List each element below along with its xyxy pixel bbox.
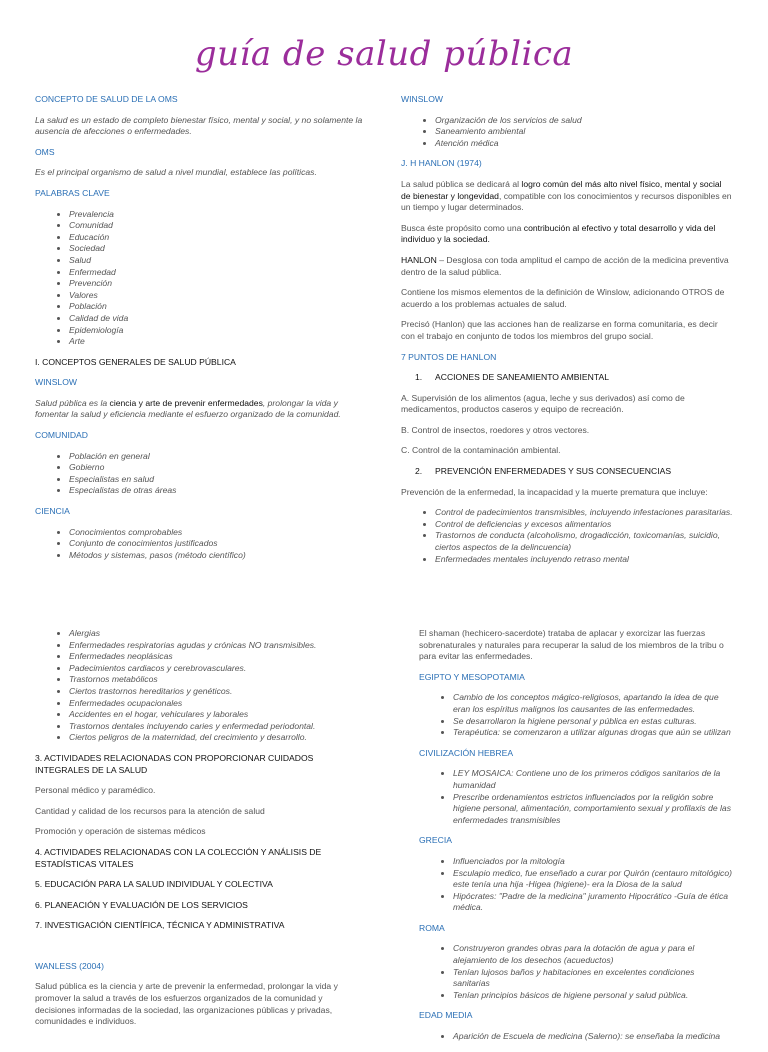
enfermedades-list	[35, 628, 365, 744]
column-left-bottom	[35, 628, 365, 1037]
contiene-text: Contiene los mismos elementos de la definición de Winslow, adicionando OTROS de acuerdo a los problemas actuales de salud.	[401, 287, 725, 309]
list-item: • Trastornos metabólicos	[69, 674, 365, 686]
list-item: • Trastornos dentales incluyendo caries y enfermedad periodontal.	[69, 721, 365, 733]
list-item: • Prescribe ordenamientos estrictos influenciados por la religión sobre higiene personal, alimentación, comportamiento sexual y profilaxis de las enfermedades transmisibles	[453, 792, 733, 827]
list-item: • Alergias	[69, 628, 365, 640]
heading-wanless: WANLESS (2004)	[35, 960, 104, 971]
list-item: • Accidentes en el hogar, vehiculares y laborales	[69, 709, 365, 721]
punto-2	[401, 466, 733, 478]
egipto-list	[419, 692, 733, 738]
heading-ciencia: CIENCIA	[35, 506, 70, 517]
heading-7-puntos: 7 PUNTOS DE HANLON	[401, 351, 497, 362]
column-left-top	[35, 94, 365, 570]
punto-6	[35, 900, 365, 912]
list-item: • Población en general	[69, 451, 365, 463]
list-item: • Trastornos de conducta (alcoholismo, drogadicción, toxicomanías, suicidio, ciertos aspectos de la delincuencia)	[435, 530, 733, 553]
winslow-list	[401, 115, 733, 150]
punto-number: 5.	[35, 879, 43, 890]
list-item: • Padecimientos cardiacos y cerebrovasculares.	[69, 663, 365, 675]
comunidad-list	[35, 451, 365, 497]
punto-7	[35, 920, 365, 932]
punto-item	[401, 372, 733, 384]
punto-number: 6.	[35, 899, 43, 910]
hanlon2-label: HANLON	[401, 254, 437, 265]
list-item: • Construyeron grandes obras para la dotación de agua y para el alejamiento de los desechos (acueductos)	[453, 943, 733, 966]
list-item: • Valores	[69, 290, 365, 302]
heading-edad-media: EDAD MEDIA	[419, 1010, 473, 1021]
list-item: • Métodos y sistemas, pasos (método científico)	[69, 550, 365, 562]
punto-b: B. Control de insectos, roedores y otros vectores.	[401, 424, 590, 435]
heading-oms: OMS	[35, 146, 55, 157]
prevencion-text: Prevención de la enfermedad, la incapacidad y la muerte prematura que incluye:	[401, 486, 708, 497]
punto-a: A. Supervisión de los alimentos (agua, leche y sus derivados) así como de medicamentos, productos caseros y equipo de recreación.	[401, 392, 685, 415]
punto-c: C. Control de la contaminación ambiental.	[401, 445, 561, 456]
list-item: • Prevención	[69, 278, 365, 290]
roma-list	[419, 943, 733, 1001]
hanlon-text-a: La salud pública se dedicará al	[401, 178, 522, 189]
list-item: • Conjunto de conocimientos justificados	[69, 538, 365, 550]
list-item: • Educación	[69, 232, 365, 244]
list-item: • Terapéutica: se comenzaron a utilizar algunas drogas que aún se utilizan	[453, 727, 733, 739]
winslow-text-bold: ciencia y arte de prevenir enfermedades	[109, 397, 263, 408]
list-item: • Gobierno	[69, 462, 365, 474]
list-item: • Enfermedades mentales incluyendo retraso mental	[435, 554, 733, 566]
ciencia-list	[35, 527, 365, 562]
list-item: • Salud	[69, 255, 365, 267]
punto-3	[35, 753, 365, 776]
grecia-list	[419, 856, 733, 914]
list-item: • Organización de los servicios de salud	[435, 115, 733, 127]
personal-text: Personal médico y paramédico.	[35, 785, 156, 796]
wanless-text: Salud pública es la ciencia y arte de prevenir la enfermedad, prolongar la vida y promover la salud a través de los esfuerzos organizados de la comunidad y decisiones informadas de la sociedad, las organizaciones públicas y privadas, comunidades e individuos.	[35, 981, 338, 1027]
punto-title: EDUCACIÓN PARA LA SALUD INDIVIDUAL Y COLECTIVA	[44, 879, 273, 890]
punto-title: PREVENCIÓN ENFERMEDADES Y SUS CONSECUENCIAS	[435, 466, 672, 477]
hanlon2-desc: – Desglosa con toda amplitud el campo de acción de la medicina preventiva dentro de la salud pública.	[401, 254, 729, 277]
list-item: • Influenciados por la mitología	[453, 856, 733, 868]
heading-palabras-clave: PALABRAS CLAVE	[35, 187, 110, 198]
hebrea-list	[419, 768, 733, 826]
punto-title: ACCIONES DE SANEAMIENTO AMBIENTAL	[435, 372, 609, 383]
heading-concepto-oms: CONCEPTO DE SALUD DE LA OMS	[35, 94, 178, 104]
punto-5	[35, 879, 365, 891]
heading-comunidad: COMUNIDAD	[35, 430, 88, 441]
list-item: • Atención médica	[435, 138, 733, 150]
punto-title: INVESTIGACIÓN CIENTÍFICA, TÉCNICA Y ADMINISTRATIVA	[44, 920, 285, 931]
list-item: • Control de deficiencias y excesos alimentarios	[435, 519, 733, 531]
list-item: • Enfermedades ocupacionales	[69, 698, 365, 710]
list-item: • Saneamiento ambiental	[435, 126, 733, 138]
busca-text-bold: contribución al efectivo y total desarrollo y vida del individuo y la sociedad.	[401, 222, 716, 245]
hanlon-text-bold: logro común del más alto nivel físico, mental y social de bienestar y longevidad	[401, 178, 722, 201]
heading-winslow-2: WINSLOW	[401, 94, 444, 104]
list-item: • Esculapio medico, fue enseñado a curar por Quirón (centauro mitológico) este tenía una hija -Higea (higiene)- era la Diosa de la salud	[453, 868, 733, 891]
punto-number: 7.	[35, 920, 43, 931]
page-title: guía de salud pública	[194, 34, 574, 74]
list-item: • Hipócrates: "Padre de la medicina" juramento Hipocrático -Guía de ética médica.	[453, 891, 733, 914]
list-item: • Especialistas de otras áreas	[69, 485, 365, 497]
punto-number: 3.	[35, 752, 43, 763]
list-item: • Tenían principios básicos de higiene personal y salud pública.	[453, 990, 733, 1002]
winslow-text-a: Salud pública es la	[35, 397, 110, 408]
hanlon2-text	[401, 255, 733, 278]
punto-number: 4.	[35, 846, 43, 857]
busca-text	[401, 223, 733, 246]
preciso-text: Precisó (Hanlon) que las acciones han de realizarse en forma comunitaria, es decir con el trabajo en conjunto de todos los miembros del grupo social.	[401, 319, 718, 341]
list-item: • Especialistas en salud	[69, 474, 365, 486]
punto-title: ACTIVIDADES RELACIONADAS CON PROPORCIONAR CUIDADOS INTEGRALES DE LA SALUD	[35, 752, 314, 775]
list-item: • Arte	[69, 336, 365, 348]
palabras-list	[35, 209, 365, 348]
heading-egipto: EGIPTO Y MESOPOTAMIA	[419, 671, 525, 682]
heading-roma: ROMA	[419, 922, 445, 933]
hanlon-text-c: , compatible con los conocimientos y recursos disponibles en un tiempo y lugar determinados.	[401, 190, 732, 213]
busca-text-a: Busca éste propósito como una	[401, 222, 524, 233]
heading-hebrea: CIVILIZACIÓN HEBREA	[419, 747, 514, 758]
list-item: • Enfermedades respiratorias agudas y crónicas NO transmisibles.	[69, 640, 365, 652]
punto-4	[35, 847, 365, 870]
list-item: • Prevalencia	[69, 209, 365, 221]
list-item: • Epidemiología	[69, 325, 365, 337]
list-item: • Sociedad	[69, 243, 365, 255]
heading-winslow: WINSLOW	[35, 377, 78, 388]
shaman-text: El shaman (hechicero-sacerdote) trataba de aplacar y exorcizar las fuerzas sobrenaturales y naturales para recuperar la salud de los miembros de la tribu o para evitar las enfermedades.	[419, 628, 724, 662]
list-item: • Calidad de vida	[69, 313, 365, 325]
heading-grecia: GRECIA	[419, 835, 452, 846]
list-item: • Se desarrollaron la higiene personal y pública en estas culturas.	[453, 716, 733, 728]
punto-title: ACTIVIDADES RELACIONADAS CON LA COLECCIÓN Y ANÁLISIS DE ESTADÍSTICAS VITALES	[35, 846, 322, 869]
cantidad-text: Cantidad y calidad de los recursos para la atención de salud	[35, 805, 265, 816]
list-item: • Población	[69, 301, 365, 313]
list-item: • Enfermedad	[69, 267, 365, 279]
promocion-text: Promoción y operación de sistemas médicos	[35, 826, 206, 837]
column-right-bottom	[419, 628, 733, 1052]
concepto-text: La salud es un estado de completo bienestar físico, mental y social, y no solamente la ausencia de afecciones o enfermedades.	[35, 114, 363, 137]
list-item: • LEY MOSAICA: Contiene uno de los primeros códigos sanitarios de la humanidad	[453, 768, 733, 791]
list-item: • Cambio de los conceptos mágico-religiosos, apartando la idea de que eran los espíritus malignos los causantes de las enfermedades.	[453, 692, 733, 715]
punto-number: 2.	[415, 466, 423, 477]
winslow-text-c: , prolongar la vida y fomentar la salud y eficiencia mediante el esfuerzo organizado de la comunidad.	[35, 397, 341, 420]
prevencion-list	[401, 507, 733, 565]
punto-1	[401, 372, 733, 384]
punto-item	[401, 466, 733, 478]
hanlon-text	[401, 179, 733, 214]
list-item: • Tenían lujosos baños y habitaciones en excelentes condiciones sanitarias	[453, 967, 733, 990]
section-conceptos-generales: I. CONCEPTOS GENERALES DE SALUD PÚBLICA	[35, 356, 236, 367]
list-item: • Aparición de Escuela de medicina (Salerno): se enseñaba la medicina	[453, 1031, 733, 1043]
list-item: • Ciertos peligros de la maternidad, del crecimiento y desarrollo.	[69, 732, 365, 744]
heading-hanlon: J. H HANLON (1974)	[401, 158, 482, 169]
winslow-text	[35, 398, 365, 421]
edad-media-list	[419, 1031, 733, 1043]
column-right-top	[401, 94, 733, 574]
oms-text: Es el principal organismo de salud a nivel mundial, establece las políticas.	[35, 167, 317, 178]
list-item: • Comunidad	[69, 220, 365, 232]
list-item: • Conocimientos comprobables	[69, 527, 365, 539]
punto-number: 1.	[415, 372, 423, 383]
list-item: • Control de padecimientos transmisibles, incluyendo infestaciones parasitarias.	[435, 507, 733, 519]
list-item: • Enfermedades neoplásicas	[69, 651, 365, 663]
punto-title: PLANEACIÓN Y EVALUACIÓN DE LOS SERVICIOS	[44, 899, 248, 910]
list-item: • Ciertos trastornos hereditarios y genéticos.	[69, 686, 365, 698]
